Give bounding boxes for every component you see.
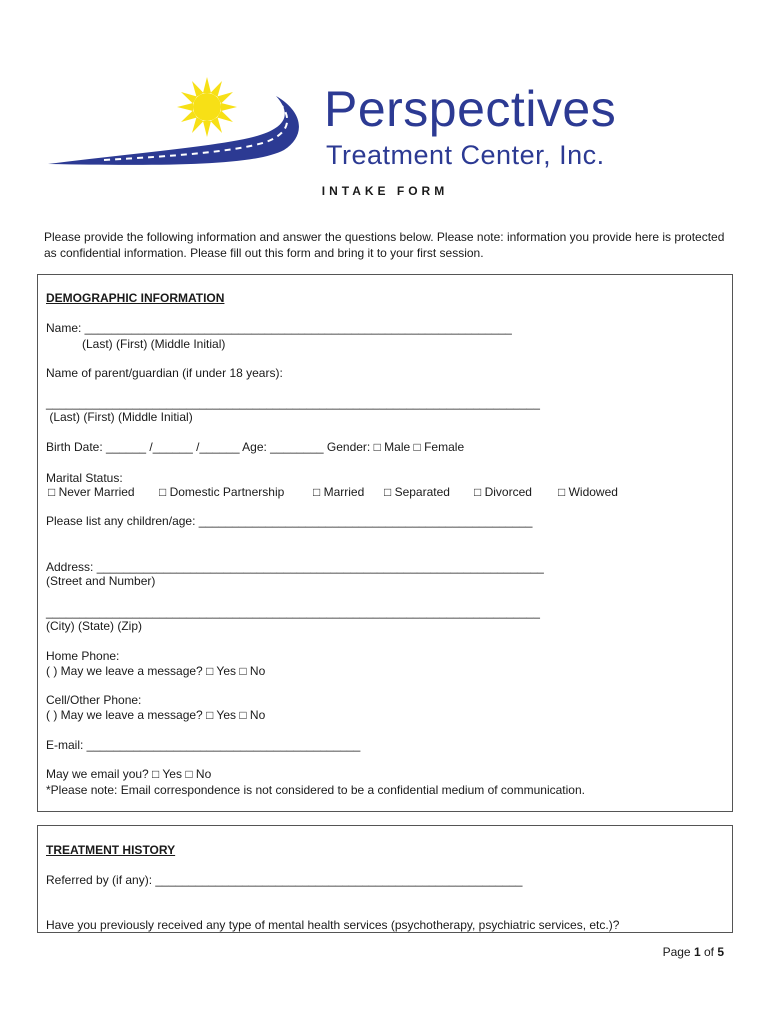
page-total: 5 — [717, 945, 724, 959]
marital-option-never-married[interactable]: □ Never Married — [48, 485, 135, 499]
marital-option-divorced[interactable]: □ Divorced — [474, 485, 532, 499]
previous-services-question: Have you previously received any type of mental health services (psychotherapy, psychiatric services, etc.)? — [46, 918, 620, 932]
demographic-section — [37, 274, 733, 812]
address-hint: (Street and Number) — [46, 574, 156, 588]
home-phone-label: Home Phone: — [46, 649, 120, 663]
page-middle: of — [700, 945, 718, 959]
brand-subtitle: Treatment Center, Inc. — [326, 140, 605, 170]
guardian-field[interactable]: __________________________________________________________________________ — [46, 396, 540, 410]
name-field[interactable]: Name: ________________________________________________________________ — [46, 321, 512, 335]
referred-by-field[interactable]: Referred by (if any): _______________________________________________________ — [46, 873, 523, 887]
page-prefix: Page — [662, 945, 694, 959]
children-field[interactable]: Please list any children/age: __________________________________________________ — [46, 514, 533, 528]
marital-option-widowed[interactable]: □ Widowed — [558, 485, 618, 499]
treatment-history-section — [37, 825, 733, 933]
form-title: INTAKE FORM — [321, 184, 449, 198]
address-field[interactable]: Address: ___________________________________________________________________ — [46, 560, 544, 574]
address-hint-2: (City) (State) (Zip) — [46, 619, 142, 633]
marital-option-domestic-partnership[interactable]: □ Domestic Partnership — [159, 485, 285, 499]
brand-name: Perspectives — [324, 81, 617, 137]
email-field[interactable]: E-mail: _________________________________________ — [46, 738, 361, 752]
marital-status-label: Marital Status: — [46, 471, 123, 485]
email-note: *Please note: Email correspondence is not considered to be a confidential medium of communication. — [46, 783, 585, 797]
home-phone-field[interactable]: ( ) May we leave a message? □ Yes □ No — [46, 664, 266, 678]
guardian-label: Name of parent/guardian (if under 18 years): — [46, 366, 283, 380]
email-permission-field[interactable]: May we email you? □ Yes □ No — [46, 767, 212, 781]
cell-phone-field[interactable]: ( ) May we leave a message? □ Yes □ No — [46, 708, 266, 722]
section-heading-demographic: DEMOGRAPHIC INFORMATION — [46, 291, 225, 305]
cell-phone-label: Cell/Other Phone: — [46, 693, 142, 707]
address-field-2[interactable]: __________________________________________________________________________ — [46, 605, 540, 619]
page-number — [663, 945, 724, 959]
birth-age-gender-field[interactable]: Birth Date: ______ /______ /______ Age: ________ Gender: □ Male □ Female — [46, 440, 465, 454]
marital-option-separated[interactable]: □ Separated — [384, 485, 450, 499]
marital-option-married[interactable]: □ Married — [313, 485, 365, 499]
guardian-hint: (Last) (First) (Middle Initial) — [46, 410, 193, 424]
company-logo — [44, 76, 748, 172]
section-heading-treatment: TREATMENT HISTORY — [46, 843, 176, 857]
intro-paragraph: Please provide the following information and answer the questions below. Please note: information you provide here is protected as confidential information. Please fill out this form and bring it to your first session. — [44, 230, 725, 260]
sun-road-logo-icon — [44, 76, 344, 172]
name-hint: (Last) (First) (Middle Initial) — [82, 337, 226, 351]
page-current: 1 — [693, 945, 701, 959]
